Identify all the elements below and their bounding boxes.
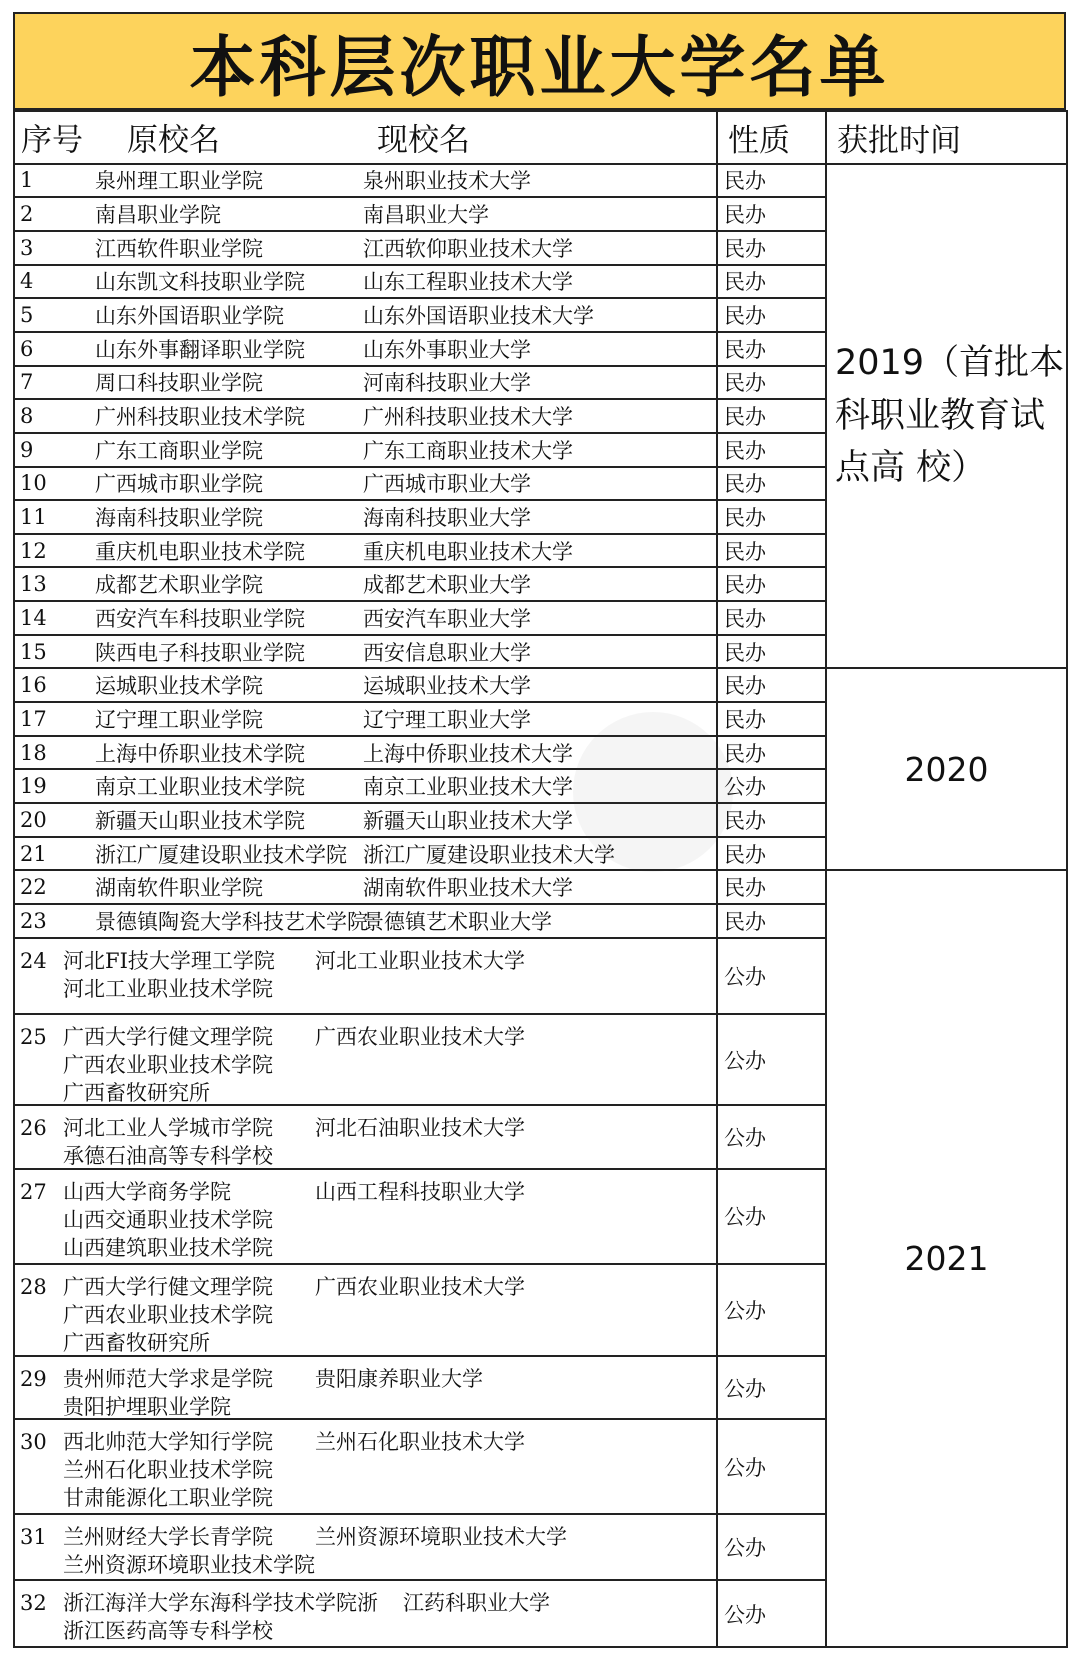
- original-name: 兰州石化职业技术学院: [63, 1458, 273, 1483]
- original-name: 泉州理工职业学院: [95, 169, 263, 194]
- row-number: 29: [20, 1367, 47, 1392]
- row-main-cell: [14, 1356, 717, 1419]
- ownership-type: 民办: [717, 197, 826, 231]
- row-main-cell: [14, 433, 717, 467]
- original-name: 贵州师范大学求是学院: [63, 1367, 273, 1392]
- current-name: 成都艺术职业大学: [363, 573, 531, 598]
- original-name: 西北帅范大学知行学院: [63, 1430, 273, 1455]
- current-name: 运城职业技术大学: [363, 674, 531, 699]
- original-name: 承德石油高等专科学校: [63, 1143, 273, 1168]
- ownership-type: 民办: [717, 601, 826, 635]
- ownership-type: 公办: [717, 1419, 826, 1514]
- sheet-title: 本科层次职业大学名单: [13, 12, 1066, 110]
- row-number: 8: [20, 404, 34, 429]
- row-number: 11: [20, 504, 47, 529]
- row-main-cell: [14, 534, 717, 568]
- header-main-cell: [14, 111, 717, 164]
- row-main-cell: [14, 635, 717, 669]
- row-main-cell: [14, 332, 717, 366]
- current-name: 西安汽车职业大学: [363, 606, 531, 631]
- original-name: 运城职业技术学院: [95, 674, 263, 699]
- row-main-cell: [14, 803, 717, 837]
- current-name: 山西工程科技职业大学: [315, 1180, 525, 1205]
- original-name: 广西大学行健文理学院: [63, 1025, 273, 1050]
- original-name: 广东工商职业学院: [95, 438, 263, 463]
- row-number: 32: [20, 1591, 47, 1616]
- row-main-cell: [14, 467, 717, 501]
- current-name: 泉州职业技术大学: [363, 169, 531, 194]
- original-name: 河北FI技大学理工学院: [63, 948, 275, 973]
- table-row: [14, 668, 1067, 702]
- current-name: 兰州石化职业技术大学: [315, 1430, 525, 1455]
- original-name: 广西畜牧研究所: [63, 1081, 210, 1105]
- row-main-cell: [14, 1419, 717, 1514]
- ownership-type: 民办: [717, 534, 826, 568]
- current-name: 辽宁理工职业大学: [363, 707, 531, 732]
- original-name: 河北工业人学城市学院: [63, 1115, 273, 1140]
- row-number: 17: [20, 706, 47, 731]
- ownership-type: 民办: [717, 567, 826, 601]
- current-name: 景德镇艺术职业大学: [363, 909, 552, 934]
- ownership-type: 民办: [717, 635, 826, 669]
- original-name: 南京工业职业技术学院: [95, 775, 305, 800]
- current-name: 西安信息职业大学: [363, 640, 531, 665]
- current-name: 广东工商职业技术大学: [363, 438, 573, 463]
- ownership-type: 民办: [717, 231, 826, 265]
- original-name: 新疆天山职业技术学院: [95, 808, 305, 833]
- row-number: 21: [20, 841, 47, 866]
- row-number: 20: [20, 807, 47, 832]
- header-original: 原校名: [127, 122, 220, 159]
- row-number: 13: [20, 572, 47, 597]
- ownership-type: 民办: [717, 366, 826, 400]
- current-name: 山东外事职业大学: [363, 337, 531, 362]
- original-name: 湖南软件职业学院: [95, 876, 263, 901]
- row-number: 10: [20, 471, 47, 496]
- ownership-type: 公办: [717, 1105, 826, 1169]
- current-name: 广州科技职业技术大学: [363, 405, 573, 430]
- spreadsheet: [13, 12, 1066, 1648]
- original-name: 山东凯文科技职业学院: [95, 270, 305, 295]
- row-main-cell: [14, 736, 717, 770]
- row-main-cell: [14, 567, 717, 601]
- original-name: 山东外事翻译职业学院: [95, 337, 305, 362]
- current-name: 上海中侨职业技术大学: [363, 741, 573, 766]
- current-name: 浙江广厦建设职业技术大学: [363, 842, 615, 867]
- row-number: 23: [20, 908, 47, 933]
- ownership-type: 民办: [717, 164, 826, 198]
- current-name: 湖南软件职业技术大学: [363, 876, 573, 901]
- original-name: 海南科技职业学院: [95, 505, 263, 530]
- current-name: 河南科技职业大学: [363, 371, 531, 396]
- row-main-cell: [14, 601, 717, 635]
- ownership-type: 民办: [717, 433, 826, 467]
- table-row: [14, 164, 1067, 198]
- row-main-cell: [14, 702, 717, 736]
- header-current: 现校名: [377, 122, 470, 159]
- current-name: 河北石油职业技术大学: [315, 1115, 525, 1140]
- current-name: 南京工业职业技术大学: [363, 775, 573, 800]
- original-name: 广州科技职业技术学院: [95, 405, 305, 430]
- row-number: 28: [20, 1274, 47, 1299]
- row-main-cell: [14, 197, 717, 231]
- ownership-type: 公办: [717, 1264, 826, 1357]
- ownership-type: 民办: [717, 399, 826, 433]
- current-name: 山东外国语职业技术大学: [363, 304, 594, 329]
- ownership-type: 民办: [717, 837, 826, 871]
- row-number: 16: [20, 673, 47, 698]
- original-name: 贵阳护埋职业学院: [63, 1395, 231, 1420]
- original-name: 浙江广厦建设职业技术学院: [95, 842, 347, 867]
- ownership-type: 公办: [717, 938, 826, 1015]
- original-name: 兰州资源环境职业技术学院: [63, 1553, 315, 1578]
- row-number: 7: [20, 370, 34, 395]
- row-main-cell: [14, 870, 717, 904]
- ownership-type: 公办: [717, 1169, 826, 1264]
- row-main-cell: [14, 769, 717, 803]
- ownership-type: 民办: [717, 467, 826, 501]
- ownership-type: 民办: [717, 500, 826, 534]
- original-name: 成都艺术职业学院: [95, 573, 263, 598]
- current-name: 南昌职业大学: [363, 203, 489, 228]
- row-main-cell: [14, 231, 717, 265]
- row-main-cell: [14, 1014, 717, 1104]
- row-main-cell: [14, 366, 717, 400]
- original-name: 上海中侨职业技术学院: [95, 741, 305, 766]
- ownership-type: 民办: [717, 332, 826, 366]
- original-name: 广西大学行健文理学院: [63, 1274, 273, 1299]
- current-name: 江药科职业大学: [403, 1591, 550, 1616]
- row-main-cell: [14, 164, 717, 198]
- original-name: 周口科技职业学院: [95, 371, 263, 396]
- ownership-type: 民办: [717, 736, 826, 770]
- original-name: 广西农业职业技术学院: [63, 1053, 273, 1078]
- original-name: 辽宁理工职业学院: [95, 707, 263, 732]
- row-number: 5: [20, 303, 34, 328]
- ownership-type: 民办: [717, 265, 826, 299]
- original-name: 广西畜牧研究所: [63, 1330, 210, 1355]
- current-name: 贵阳康养职业大学: [315, 1367, 483, 1392]
- row-main-cell: [14, 1105, 717, 1169]
- original-name: 浙江医药高等专科学校: [63, 1619, 273, 1644]
- original-name: 景德镇陶瓷大学科技艺术学院: [95, 909, 368, 934]
- row-main-cell: [14, 265, 717, 299]
- original-name: 广西农业职业技术学院: [63, 1302, 273, 1327]
- row-number: 3: [20, 235, 34, 260]
- header-no: 序号: [21, 122, 83, 159]
- original-name: 山西建筑职业技术学院: [63, 1236, 273, 1261]
- current-name: 海南科技职业大学: [363, 505, 531, 530]
- row-number: 2: [20, 202, 34, 227]
- original-name: 兰州财经大学长青学院: [63, 1525, 273, 1550]
- row-main-cell: [14, 1264, 717, 1357]
- row-number: 25: [20, 1025, 47, 1050]
- original-name: 山西大学商务学院: [63, 1180, 231, 1205]
- row-main-cell: [14, 298, 717, 332]
- original-name: 南昌职业学院: [95, 203, 221, 228]
- table-row: [14, 870, 1067, 904]
- original-name: 甘肃能源化工职业学院: [63, 1486, 273, 1511]
- row-main-cell: [14, 399, 717, 433]
- original-name: 河北工业职业技术学院: [63, 976, 273, 1001]
- approval-year-2021: 2021: [826, 870, 1067, 1647]
- ownership-type: 民办: [717, 668, 826, 702]
- row-main-cell: [14, 837, 717, 871]
- original-name: 重庆机电职业技术学院: [95, 539, 305, 564]
- row-main-cell: [14, 904, 717, 938]
- row-number: 14: [20, 605, 47, 630]
- current-name: 广西农业职业技术大学: [315, 1274, 525, 1299]
- row-number: 27: [20, 1180, 47, 1205]
- ownership-type: 民办: [717, 298, 826, 332]
- current-name: 重庆机电职业技术大学: [363, 539, 573, 564]
- current-name: 江西软仰职业技术大学: [363, 236, 573, 261]
- ownership-type: 公办: [717, 769, 826, 803]
- row-number: 30: [20, 1430, 47, 1455]
- row-main-cell: [14, 1514, 717, 1580]
- original-name: 江西软件职业学院: [95, 236, 263, 261]
- ownership-type: 公办: [717, 1580, 826, 1647]
- original-name: 浙江海洋大学东海科学技术学院浙: [63, 1591, 378, 1616]
- current-name: 山东工程职业技术大学: [363, 270, 573, 295]
- row-number: 26: [20, 1115, 47, 1140]
- current-name: 广西城市职业大学: [363, 472, 531, 497]
- row-number: 1: [20, 168, 34, 193]
- approval-year-2020: 2020: [826, 668, 1067, 870]
- row-number: 31: [20, 1525, 47, 1550]
- row-number: 18: [20, 740, 47, 765]
- row-number: 6: [20, 336, 34, 361]
- row-number: 22: [20, 875, 47, 900]
- original-name: 山东外国语职业学院: [95, 304, 284, 329]
- row-main-cell: [14, 1169, 717, 1264]
- university-table: [13, 110, 1068, 1648]
- row-main-cell: [14, 668, 717, 702]
- ownership-type: 公办: [717, 1014, 826, 1104]
- row-number: 9: [20, 437, 34, 462]
- row-number: 19: [20, 774, 47, 799]
- ownership-type: 公办: [717, 1356, 826, 1419]
- approval-year-2019: 2019（首批本科职业教育试点高 校）: [826, 164, 1067, 669]
- ownership-type: 民办: [717, 870, 826, 904]
- ownership-type: 民办: [717, 803, 826, 837]
- header-type: 性质: [717, 111, 826, 164]
- row-main-cell: [14, 938, 717, 1015]
- header-approved: 获批时间: [826, 111, 1067, 164]
- current-name: 广西农业职业技术大学: [315, 1025, 525, 1050]
- row-main-cell: [14, 500, 717, 534]
- header-row: [14, 111, 1067, 164]
- original-name: 山西交通职业技术学院: [63, 1208, 273, 1233]
- row-number: 24: [20, 948, 47, 973]
- ownership-type: 公办: [717, 1514, 826, 1580]
- original-name: 广西城市职业学院: [95, 472, 263, 497]
- row-number: 15: [20, 639, 47, 664]
- original-name: 西安汽车科技职业学院: [95, 606, 305, 631]
- current-name: 河北工业职业技术大学: [315, 948, 525, 973]
- ownership-type: 民办: [717, 904, 826, 938]
- row-main-cell: [14, 1580, 717, 1647]
- current-name: 兰州资源环境职业技术大学: [315, 1525, 567, 1550]
- original-name: 陕西电子科技职业学院: [95, 640, 305, 665]
- row-number: 12: [20, 538, 47, 563]
- ownership-type: 民办: [717, 702, 826, 736]
- row-number: 4: [20, 269, 34, 294]
- current-name: 新疆天山职业技术大学: [363, 808, 573, 833]
